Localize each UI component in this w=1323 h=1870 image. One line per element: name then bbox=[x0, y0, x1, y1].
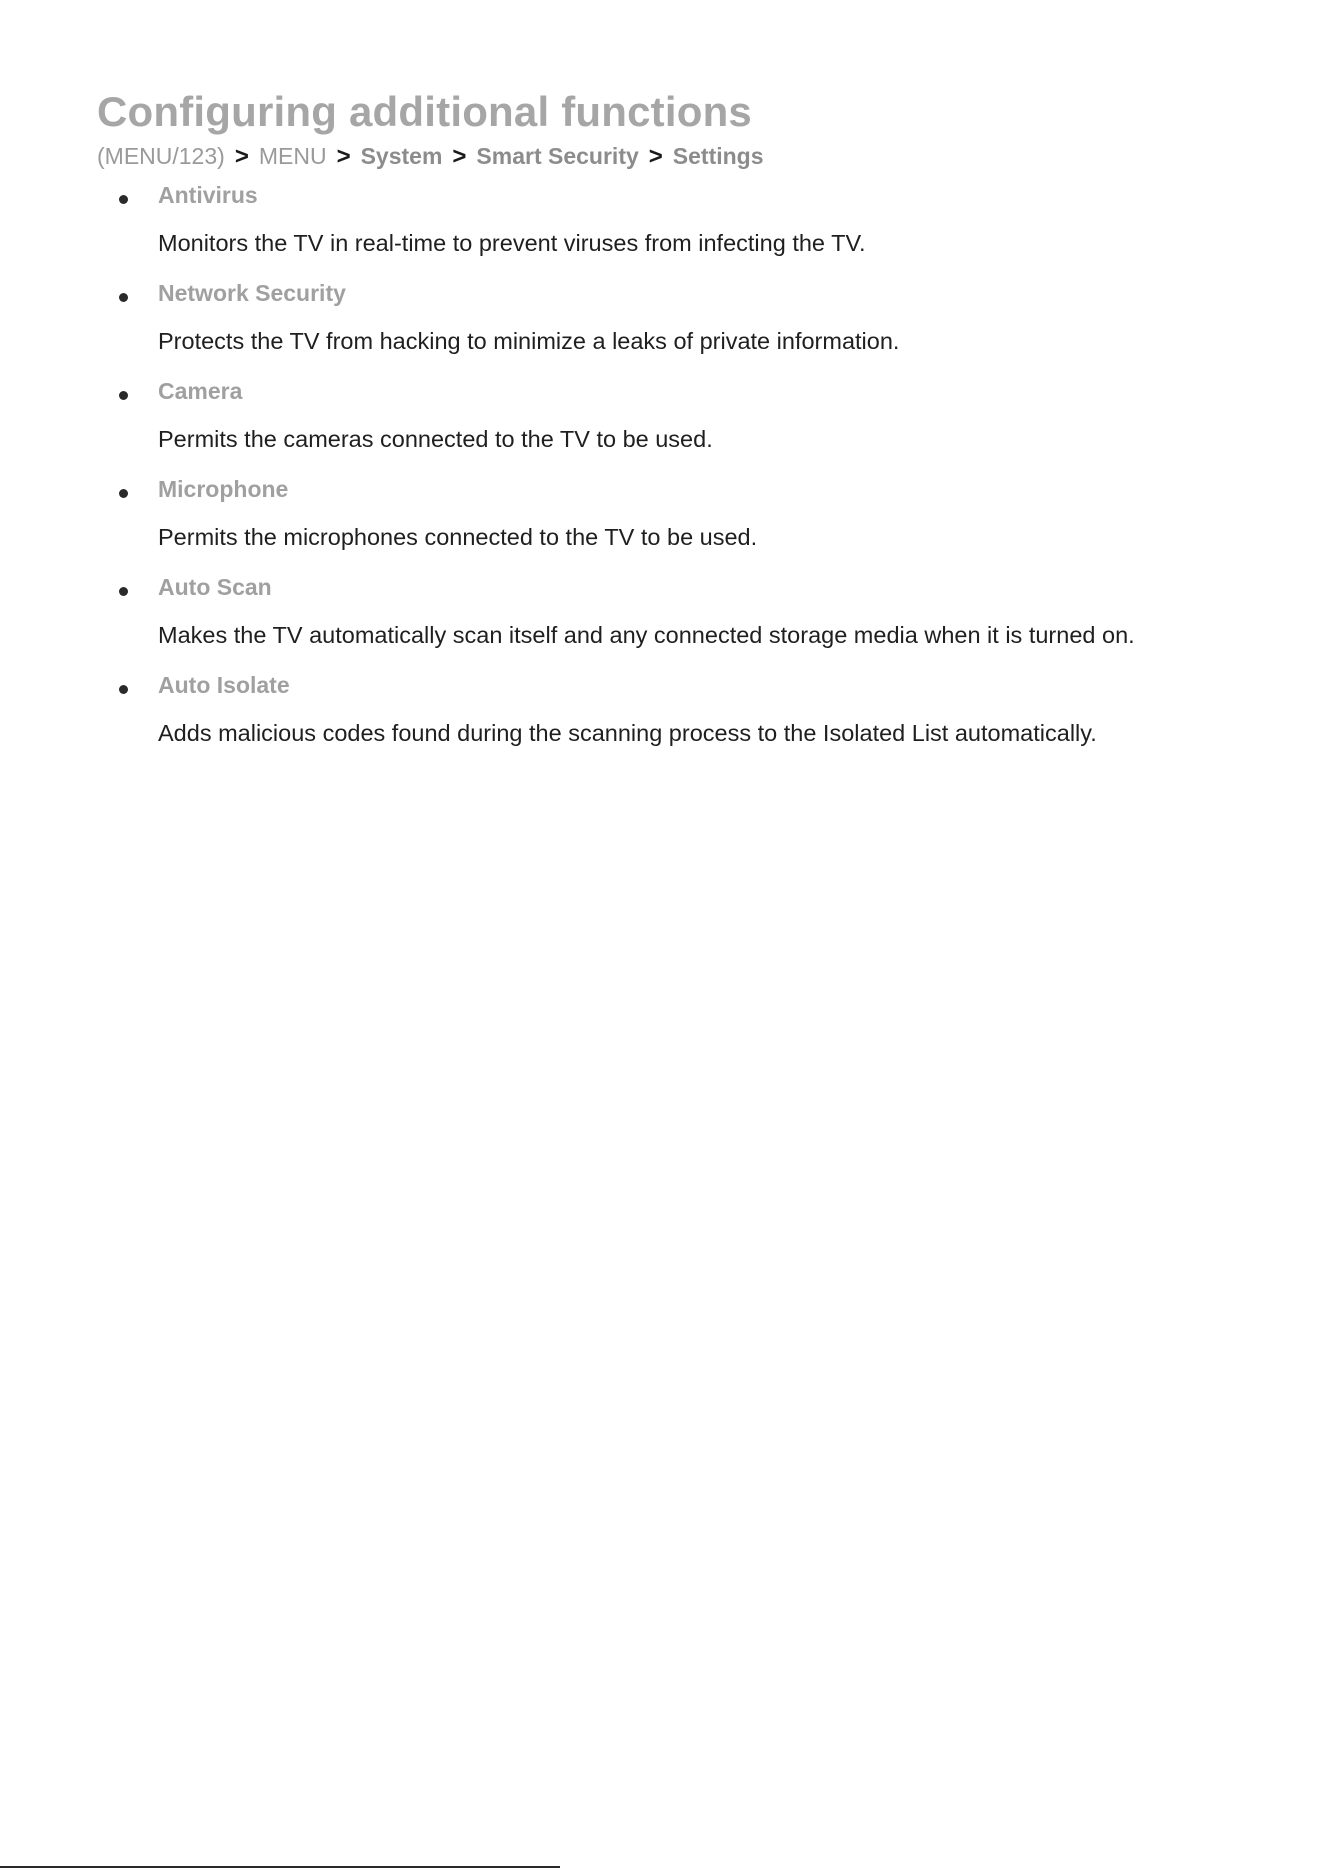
item-title: Auto Scan bbox=[158, 574, 272, 600]
footer-divider bbox=[0, 1866, 560, 1868]
breadcrumb-item-system: System bbox=[360, 143, 443, 169]
page-title: Configuring additional functions bbox=[97, 88, 752, 135]
list-item-microphone bbox=[0, 474, 1323, 572]
item-description: Adds malicious codes found during the scanning process to the Isolated List automatically. bbox=[158, 720, 1097, 746]
list-item-camera bbox=[0, 376, 1323, 474]
breadcrumb-item-menu-123: (MENU/123) bbox=[97, 143, 225, 169]
item-title: Auto Isolate bbox=[158, 672, 290, 698]
breadcrumb-item-smart-security: Smart Security bbox=[476, 143, 639, 169]
item-description: Permits the cameras connected to the TV to be used. bbox=[158, 426, 713, 452]
item-title: Antivirus bbox=[158, 182, 258, 208]
item-description: Permits the microphones connected to the TV to be used. bbox=[158, 524, 758, 550]
breadcrumb-item-settings: Settings bbox=[672, 143, 764, 169]
item-description: Monitors the TV in real-time to prevent viruses from infecting the TV. bbox=[158, 230, 866, 256]
bullet-icon bbox=[119, 391, 128, 400]
bullet-icon bbox=[119, 685, 128, 694]
item-description: Protects the TV from hacking to minimize a leaks of private information. bbox=[158, 328, 900, 354]
breadcrumb bbox=[97, 143, 764, 170]
chevron-right-icon: > bbox=[234, 142, 249, 170]
chevron-right-icon: > bbox=[336, 142, 351, 170]
settings-list bbox=[0, 180, 1323, 768]
bullet-icon bbox=[119, 293, 128, 302]
breadcrumb-item-menu: MENU bbox=[258, 143, 327, 169]
list-item-auto-isolate bbox=[0, 670, 1323, 768]
item-title: Microphone bbox=[158, 476, 289, 502]
list-item-auto-scan bbox=[0, 572, 1323, 670]
bullet-icon bbox=[119, 489, 128, 498]
list-item-antivirus bbox=[0, 180, 1323, 278]
item-description: Makes the TV automatically scan itself and any connected storage media when it is turned on. bbox=[158, 622, 1135, 648]
bullet-icon bbox=[119, 195, 128, 204]
bullet-icon bbox=[119, 587, 128, 596]
item-title: Network Security bbox=[158, 280, 346, 306]
chevron-right-icon: > bbox=[648, 142, 663, 170]
item-title: Camera bbox=[158, 378, 243, 404]
chevron-right-icon: > bbox=[452, 142, 467, 170]
list-item-network-security bbox=[0, 278, 1323, 376]
